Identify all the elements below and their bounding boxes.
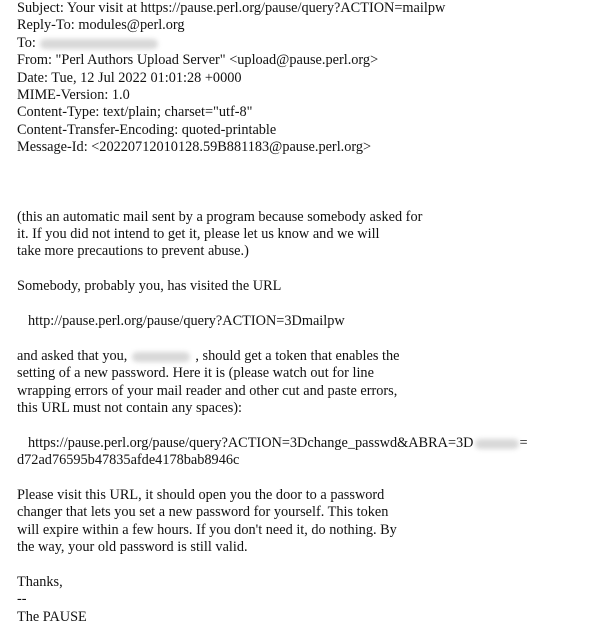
asked-line <box>17 348 597 365</box>
header-message-id: Message-Id: <20220712010128.59B881183@pause.perl.org> <box>17 139 372 156</box>
token-url-line2: d72ad76595b47835afde4178bab8946c <box>17 452 240 469</box>
asked-rest-line: setting of a new password. Here it is (please watch out for line <box>17 365 374 382</box>
header-transfer-encoding: Content-Transfer-Encoding: quoted-printable <box>17 121 277 138</box>
redacted-token-part <box>475 439 519 449</box>
visited-text: Somebody, probably you, has visited the URL <box>17 278 282 295</box>
signature-separator: -- <box>17 591 27 608</box>
header-date: Date: Tue, 12 Jul 2022 01:01:28 +0000 <box>17 69 242 86</box>
intro-line: (this an automatic mail sent by a program because somebody asked for <box>17 208 423 225</box>
intro-line: it. If you did not intend to get it, please let us know and we will <box>17 226 380 243</box>
header-to <box>17 35 597 52</box>
thanks-text: Thanks, <box>17 573 63 590</box>
header-subject: Subject: Your visit at https://pause.perl.org/pause/query?ACTION=mailpw <box>17 0 446 16</box>
asked-rest-line: this URL must not contain any spaces): <box>17 400 243 416</box>
token-url-line1 <box>17 435 597 452</box>
header-mime-version: MIME-Version: 1.0 <box>17 86 130 103</box>
visit-line: changer that lets you set a new password for yourself. This token <box>17 504 389 521</box>
email-message <box>17 0 597 626</box>
token-url-start: https://pause.perl.org/pause/query?ACTION=3Dchange_passwd&ABRA=3D <box>28 434 474 451</box>
visit-line: the way, your old password is still valid. <box>17 539 248 556</box>
asked-rest-line: wrapping errors of your mail reader and other cut and paste errors, <box>17 382 398 399</box>
token-url-end: = <box>519 434 528 451</box>
visit-line: Please visit this URL, it should open you the door to a password <box>17 486 385 503</box>
header-from: From: "Perl Authors Upload Server" <upload@pause.perl.org> <box>17 52 379 69</box>
asked-before: and asked that you, <box>17 347 128 364</box>
header-content-type: Content-Type: text/plain; charset="utf-8" <box>17 104 253 121</box>
header-to-label: To: <box>17 34 36 51</box>
signature: The PAUSE <box>17 608 87 625</box>
redacted-username <box>132 352 190 362</box>
visited-url: http://pause.perl.org/pause/query?ACTION=3Dmailpw <box>28 313 345 330</box>
header-reply-to: Reply-To: modules@perl.org <box>17 17 185 34</box>
intro-line: take more precautions to prevent abuse.) <box>17 243 249 260</box>
asked-after: , should get a token that enables the <box>195 347 400 364</box>
redacted-recipient-email <box>40 39 158 49</box>
visit-line: will expire within a few hours. If you don't need it, do nothing. By <box>17 521 397 538</box>
